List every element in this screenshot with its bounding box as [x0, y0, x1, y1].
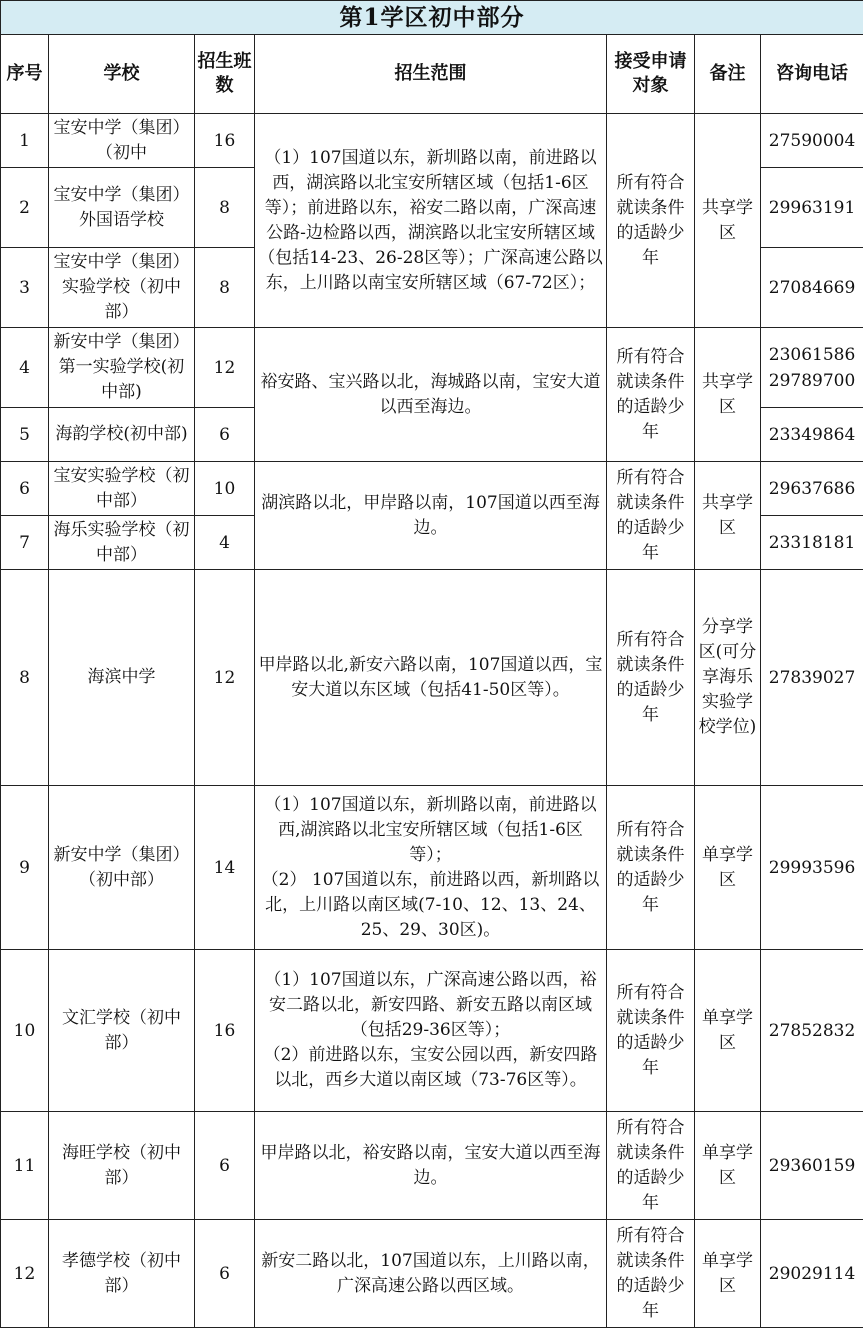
row-school: 宝安中学（集团）实验学校（初中部）	[49, 248, 195, 328]
row-note: 单享学区	[695, 950, 761, 1112]
row-seq: 7	[1, 516, 49, 570]
row-phone-primary: 23061586	[768, 344, 856, 365]
row-school: 宝安实验学校（初中部）	[49, 462, 195, 516]
row-range: （1）107国道以东，新圳路以南，前进路以西，湖滨路以北宝安所辖区域（包括1-6区等）；前进路以东，裕安二路以南，广深高速公路-边检路以西，湖滨路以北宝安所辖区域（包括14-23、26-28区等）；广深高速公路以东，上川路以南宝安所辖区域（67-72区）；	[255, 114, 607, 328]
row-seq: 11	[1, 1112, 49, 1220]
row-note: 分享学区(可分享海乐实验学校学位)	[695, 570, 761, 786]
row-school: 宝安中学（集团）（初中	[49, 114, 195, 168]
row-note: 单享学区	[695, 1112, 761, 1220]
row-classes: 12	[195, 328, 255, 408]
table-title: 第1学区初中部分	[1, 1, 863, 35]
row-seq: 3	[1, 248, 49, 328]
row-phone: 23349864	[761, 408, 863, 462]
row-target: 所有符合就读条件的适龄少年	[607, 114, 695, 328]
row-phone: 27084669	[761, 248, 863, 328]
row-school: 孝德学校（初中部）	[49, 1220, 195, 1328]
row-classes: 6	[195, 408, 255, 462]
table-row	[1, 462, 863, 516]
header-target: 接受申请对象	[607, 35, 695, 114]
row-target: 所有符合就读条件的适龄少年	[607, 462, 695, 570]
row-note: 单享学区	[695, 786, 761, 950]
row-note: 单享学区	[695, 1220, 761, 1328]
row-target: 所有符合就读条件的适龄少年	[607, 950, 695, 1112]
row-phone: 29360159	[761, 1112, 863, 1220]
row-school: 海韵学校(初中部)	[49, 408, 195, 462]
table-row	[1, 950, 863, 1112]
row-target: 所有符合就读条件的适龄少年	[607, 1112, 695, 1220]
row-classes: 6	[195, 1112, 255, 1220]
row-seq: 8	[1, 570, 49, 786]
header-seq: 序号	[1, 35, 49, 114]
row-classes: 14	[195, 786, 255, 950]
row-school: 海旺学校（初中部）	[49, 1112, 195, 1220]
row-classes: 4	[195, 516, 255, 570]
row-target: 所有符合就读条件的适龄少年	[607, 328, 695, 462]
row-school: 海滨中学	[49, 570, 195, 786]
row-note: 共享学区	[695, 328, 761, 462]
row-seq: 9	[1, 786, 49, 950]
row-target: 所有符合就读条件的适龄少年	[607, 1220, 695, 1328]
row-range: 裕安路、宝兴路以北，海城路以南，宝安大道以西至海边。	[255, 328, 607, 462]
row-classes: 12	[195, 570, 255, 786]
table-row	[1, 114, 863, 168]
row-phone: 27590004	[761, 114, 863, 168]
row-classes: 8	[195, 168, 255, 248]
header-school: 学校	[49, 35, 195, 114]
row-classes: 16	[195, 114, 255, 168]
row-range: 甲岸路以北，裕安路以南，宝安大道以西至海边。	[255, 1112, 607, 1220]
row-classes: 10	[195, 462, 255, 516]
row-school: 海乐实验学校（初中部）	[49, 516, 195, 570]
row-seq: 2	[1, 168, 49, 248]
row-phone: 29963191	[761, 168, 863, 248]
row-range: （1）107国道以东，广深高速公路以西，裕安二路以北，新安四路、新安五路以南区域（包括29-36区等）； （2）前进路以东，宝安公园以西，新安四路以北，西乡大道以南区域（73-76区等）。	[255, 950, 607, 1112]
row-range: 甲岸路以北,新安六路以南，107国道以西，宝安大道以东区域（包括41-50区等）。	[255, 570, 607, 786]
row-seq: 6	[1, 462, 49, 516]
row-seq: 10	[1, 950, 49, 1112]
row-phone-secondary: 29789700	[768, 370, 856, 391]
row-note: 共享学区	[695, 462, 761, 570]
row-phone: 29993596	[761, 786, 863, 950]
table-row	[1, 328, 863, 408]
row-note: 共享学区	[695, 114, 761, 328]
row-school: 文汇学校（初中部）	[49, 950, 195, 1112]
row-phone: 27839027	[761, 570, 863, 786]
row-range: 湖滨路以北，甲岸路以南，107国道以西至海边。	[255, 462, 607, 570]
row-seq: 1	[1, 114, 49, 168]
row-range: （1）107国道以东，新圳路以南，前进路以西,湖滨路以北宝安所辖区域（包括1-6区等）； （2） 107国道以东，前进路以西，新圳路以北，上川路以南区域(7-10、12、13、24、25、29、30区)。	[255, 786, 607, 950]
row-school: 新安中学（集团）（初中部）	[49, 786, 195, 950]
row-target: 所有符合就读条件的适龄少年	[607, 786, 695, 950]
row-target: 所有符合就读条件的适龄少年	[607, 570, 695, 786]
header-range: 招生范围	[255, 35, 607, 114]
row-seq: 12	[1, 1220, 49, 1328]
row-phone: 23318181	[761, 516, 863, 570]
row-phone: 27852832	[761, 950, 863, 1112]
row-phone: 29637686	[761, 462, 863, 516]
row-range: 新安二路以北，107国道以东，上川路以南，广深高速公路以西区域。	[255, 1220, 607, 1328]
table-row	[1, 570, 863, 786]
row-school: 宝安中学（集团）外国语学校	[49, 168, 195, 248]
row-seq: 4	[1, 328, 49, 408]
table-row	[1, 1220, 863, 1328]
row-classes: 6	[195, 1220, 255, 1328]
table-row	[1, 786, 863, 950]
row-phone: 29029114	[761, 1220, 863, 1328]
row-seq: 5	[1, 408, 49, 462]
row-phone	[761, 328, 863, 408]
header-classes: 招生班数	[195, 35, 255, 114]
header-phone: 咨询电话	[761, 35, 863, 114]
header-note: 备注	[695, 35, 761, 114]
row-classes: 16	[195, 950, 255, 1112]
row-classes: 8	[195, 248, 255, 328]
row-school: 新安中学（集团）第一实验学校(初中部)	[49, 328, 195, 408]
header-row	[1, 35, 863, 114]
table-row	[1, 1112, 863, 1220]
